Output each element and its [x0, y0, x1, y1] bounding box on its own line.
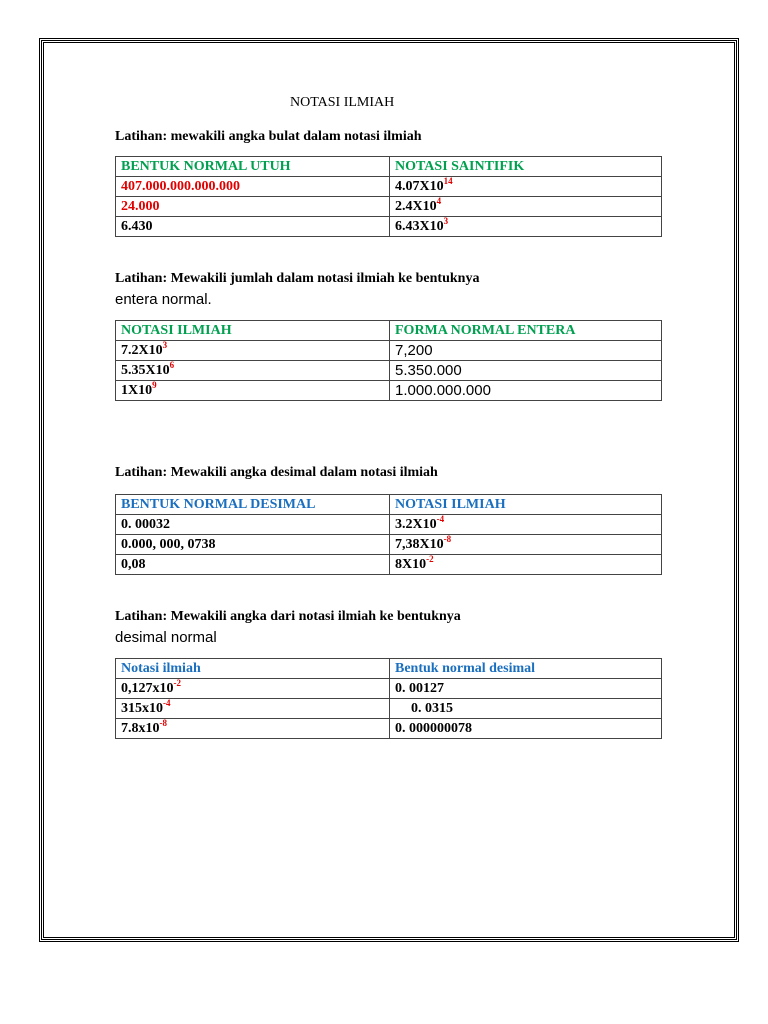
table-header-row	[116, 321, 662, 341]
table-header-cell: BENTUK NORMAL UTUH	[116, 157, 390, 177]
section-4-heading	[115, 606, 461, 648]
section-2-heading-line1: Latihan: Mewakili jumlah dalam notasi ilmiah ke bentuknya	[115, 271, 480, 286]
sci-base: 7,38X10	[395, 537, 444, 552]
section-2-table	[115, 320, 662, 401]
table-row	[116, 535, 662, 555]
table-cell	[116, 341, 390, 361]
table-cell	[116, 381, 390, 401]
section-4-heading-line2: desimal normal	[115, 629, 217, 646]
table-cell	[390, 515, 662, 535]
table-cell	[390, 535, 662, 555]
sci-exponent: 14	[443, 176, 453, 186]
sci-base: 5.35X10	[121, 363, 170, 378]
table-cell	[390, 177, 662, 197]
section-3-heading: Latihan: Mewakili angka desimal dalam notasi ilmiah	[115, 465, 438, 480]
table-row	[116, 719, 662, 739]
sci-exponent: 4	[436, 196, 442, 206]
table-cell: 0. 000000078	[390, 719, 662, 739]
table-cell: 407.000.000.000.000	[116, 177, 390, 197]
table-row	[116, 699, 662, 719]
sci-exponent: 9	[152, 380, 157, 390]
table-header-row	[116, 157, 662, 177]
section-2-heading-line2: entera normal.	[115, 291, 212, 308]
sci-base: 7.8x10	[121, 721, 160, 736]
table-cell	[390, 197, 662, 217]
sci-base: 315x10	[121, 701, 163, 716]
table-cell: 0,08	[116, 555, 390, 575]
sci-base: 6.43X10	[395, 219, 444, 234]
table-row	[116, 361, 662, 381]
page-title: NOTASI ILMIAH	[290, 95, 395, 110]
table-cell: 1.000.000.000	[390, 381, 662, 401]
sci-exponent: -2	[173, 678, 181, 688]
sci-exponent: 3	[443, 216, 449, 226]
table-cell: 0. 0315	[390, 699, 662, 719]
table-cell: 7,200	[390, 341, 662, 361]
section-4-table	[115, 658, 662, 739]
sci-base: 2.4X10	[395, 199, 437, 214]
table-cell: 0. 00032	[116, 515, 390, 535]
table-cell	[116, 719, 390, 739]
sci-exponent: -8	[443, 534, 452, 544]
table-cell	[116, 361, 390, 381]
section-3-table	[115, 494, 662, 575]
sci-exponent: -8	[159, 718, 167, 728]
table-row	[116, 197, 662, 217]
sci-exponent: 3	[162, 340, 168, 350]
table-row	[116, 515, 662, 535]
table-cell	[116, 679, 390, 699]
table-cell	[390, 217, 662, 237]
sci-base: 0,127x10	[121, 681, 174, 696]
table-row	[116, 217, 662, 237]
table-header-cell: NOTASI ILMIAH	[116, 321, 390, 341]
sci-base: 3.2X10	[395, 517, 437, 532]
table-header-cell: Bentuk normal desimal	[390, 659, 662, 679]
table-row	[116, 381, 662, 401]
section-4-heading-line1: Latihan: Mewakili angka dari notasi ilmiah ke bentuknya	[115, 609, 461, 624]
table-cell: 24.000	[116, 197, 390, 217]
table-row	[116, 679, 662, 699]
sci-exponent: -2	[426, 554, 434, 564]
sci-base: 8X10	[395, 557, 427, 572]
table-cell: 5.350.000	[390, 361, 662, 381]
section-2-heading	[115, 268, 479, 310]
sci-base: 1X10	[121, 383, 153, 398]
sci-exponent: -4	[163, 698, 171, 708]
sci-exponent: 6	[169, 360, 175, 370]
section-1-table	[115, 156, 662, 237]
table-row	[116, 341, 662, 361]
table-cell: 0.000, 000, 0738	[116, 535, 390, 555]
table-header-cell: FORMA NORMAL ENTERA	[390, 321, 662, 341]
table-header-row	[116, 659, 662, 679]
table-header-cell: NOTASI SAINTIFIK	[390, 157, 662, 177]
table-header-cell: Notasi ilmiah	[116, 659, 390, 679]
table-header-row	[116, 495, 662, 515]
table-row	[116, 177, 662, 197]
table-cell: 0. 00127	[390, 679, 662, 699]
sci-base: 7.2X10	[121, 343, 163, 358]
table-cell: 6.430	[116, 217, 390, 237]
sci-exponent: -4	[436, 514, 445, 524]
table-row	[116, 555, 662, 575]
table-cell	[116, 699, 390, 719]
table-header-cell: BENTUK NORMAL DESIMAL	[116, 495, 390, 515]
section-1-heading: Latihan: mewakili angka bulat dalam notasi ilmiah	[115, 129, 422, 144]
table-header-cell: NOTASI ILMIAH	[390, 495, 662, 515]
table-cell	[390, 555, 662, 575]
sci-base: 4.07X10	[395, 179, 444, 194]
